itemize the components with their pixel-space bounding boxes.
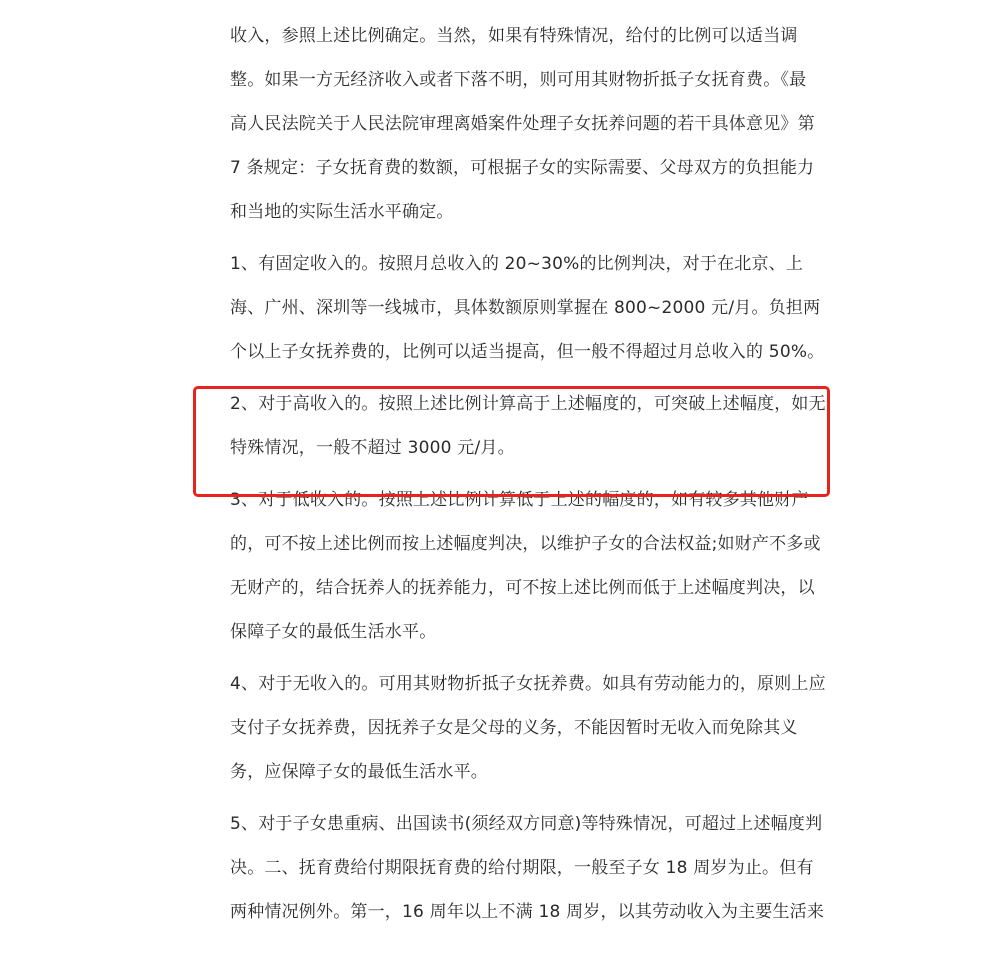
paragraph-intro xyxy=(230,18,820,238)
text-line: 决。二、抚育费给付期限抚育费的给付期限，一般至子女 18 周岁为止。但有 xyxy=(230,858,814,878)
text-line: 海、广州、深圳等一线城市，具体数额原则掌握在 800~2000 元/月。负担两 xyxy=(230,298,821,318)
text-line: 两种情况例外。第一，16 周年以上不满 18 周岁，以其劳动收入为主要生活来 xyxy=(230,902,825,922)
text-line: 和当地的实际生活水平确定。 xyxy=(230,202,454,222)
text-line: 无财产的，结合抚养人的抚养能力，可不按上述比例而低于上述幅度判决，以 xyxy=(230,578,815,598)
text-line: 保障子女的最低生活水平。 xyxy=(230,622,437,642)
text-line: 高人民法院关于人民法院审理离婚案件处理子女抚养问题的若干具体意见》第 xyxy=(230,114,815,134)
paragraph-gap xyxy=(230,238,820,246)
text-line: 7 条规定：子女抚育费的数额，可根据子女的实际需要、父母双方的负担能力 xyxy=(230,158,815,178)
paragraph-item-5 xyxy=(230,806,825,938)
paragraph-item-4 xyxy=(230,666,826,798)
text-line: 2、对于高收入的。按照上述比例计算高于上述幅度的，可突破上述幅度，如无 xyxy=(230,394,826,414)
paragraph-item-1 xyxy=(230,246,825,378)
text-line: 4、对于无收入的。可用其财物折抵子女抚养费。如具有劳动能力的，原则上应 xyxy=(230,674,826,694)
paragraph-gap xyxy=(230,378,820,386)
text-line: 整。如果一方无经济收入或者下落不明，则可用其财物折抵子女抚育费。《最 xyxy=(230,70,807,90)
text-line: 特殊情况，一般不超过 3000 元/月。 xyxy=(230,438,515,458)
text-line: 1、有固定收入的。按照月总收入的 20~30%的比例判决，对于在北京、上 xyxy=(230,254,804,274)
text-line: 务，应保障子女的最低生活水平。 xyxy=(230,762,488,782)
text-line: 个以上子女抚养费的，比例可以适当提高，但一般不得超过月总收入的 50%。 xyxy=(230,342,825,362)
text-line: 3、对于低收入的。按照上述比例计算低于上述的幅度的，如有较多其他财产 xyxy=(230,490,809,510)
paragraph-gap xyxy=(230,798,820,806)
paragraph-gap xyxy=(230,658,820,666)
text-line: 的，可不按上述比例而按上述幅度判决，以维护子女的合法权益;如财产不多或 xyxy=(230,534,821,554)
text-line: 5、对于子女患重病、出国读书(须经双方同意)等特殊情况，可超过上述幅度判 xyxy=(230,814,823,834)
highlight-annotation-box xyxy=(193,386,830,497)
paragraph-item-3 xyxy=(230,482,820,658)
text-line: 收入，参照上述比例确定。当然，如果有特殊情况，给付的比例可以适当调 xyxy=(230,26,798,46)
text-line: 支付子女抚养费，因抚养子女是父母的义务，不能因暂时无收入而免除其义 xyxy=(230,718,798,738)
